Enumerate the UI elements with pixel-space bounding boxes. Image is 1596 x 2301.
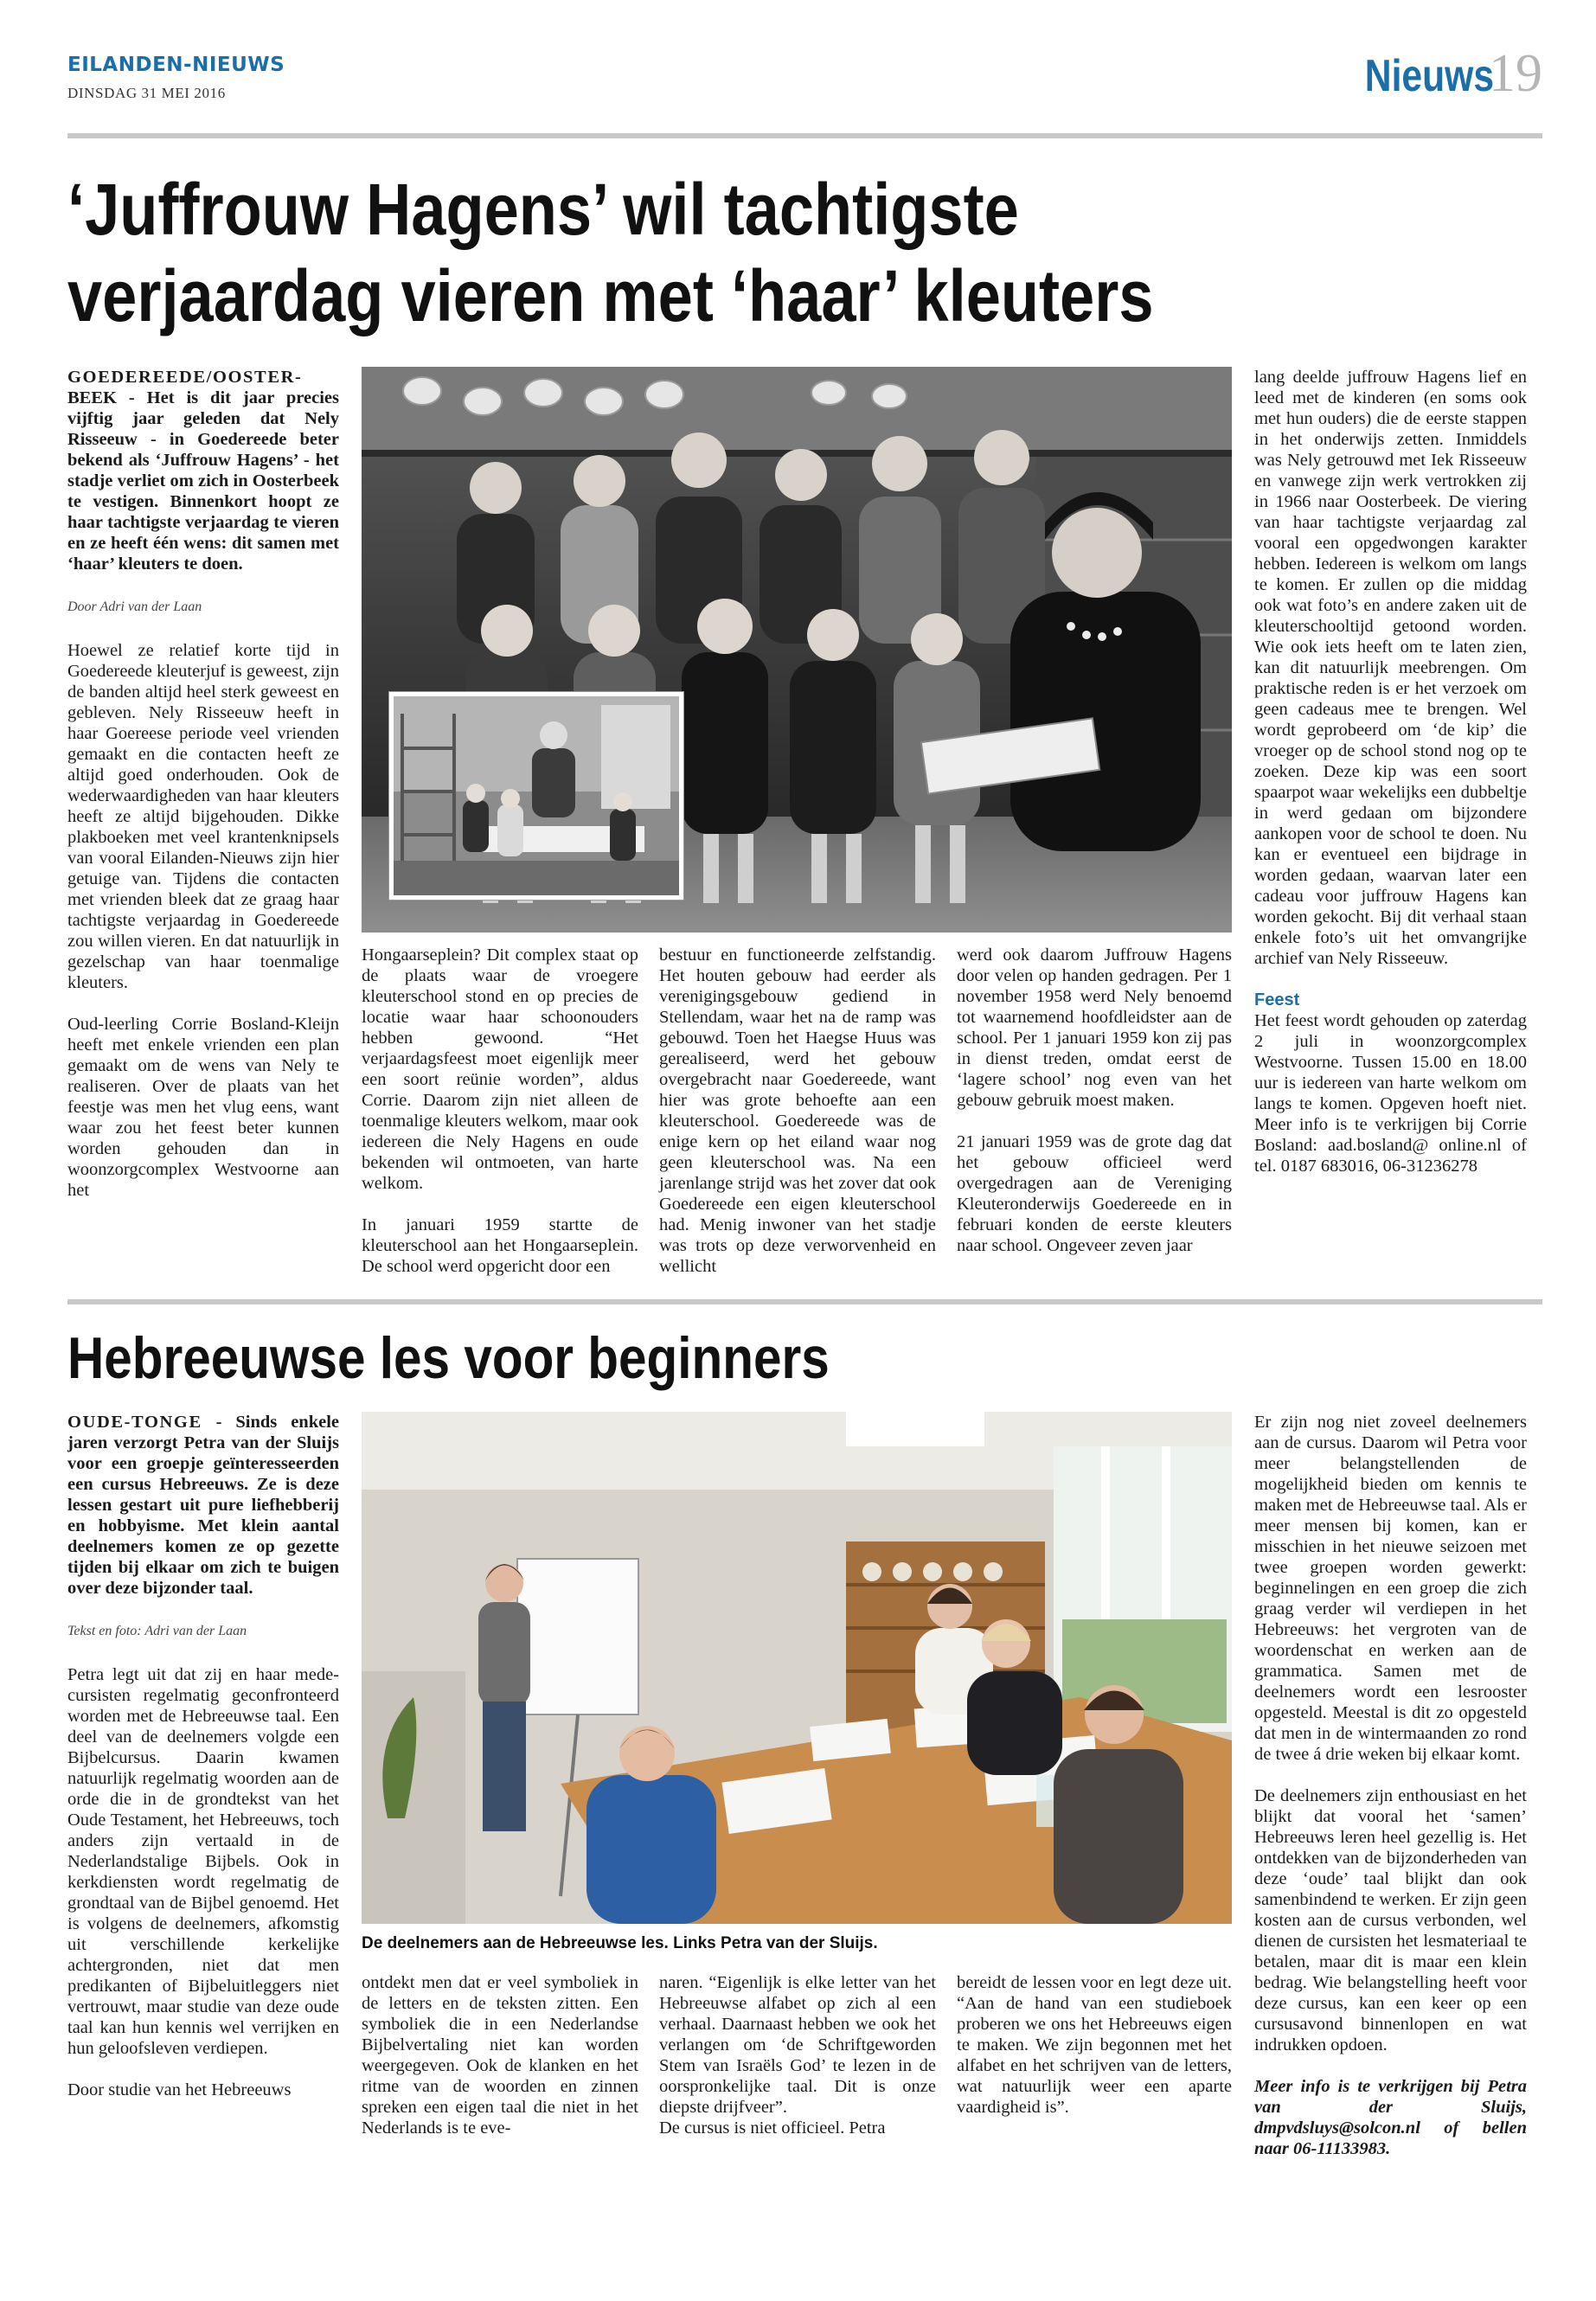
article1-paragraph: Oud-leerling Corrie Bosland-Kleijn heeft met enkele vrienden een plan gemaakt om de wens van Nely te realiseren. Over de plaats van het feestje was men het vlug eens, want waar zou het feest beter kunnen worden gehouden dan in woonzorgcomplex Westvoorne aan het — [67, 1015, 339, 1200]
article1-paragraph: Hongaarseplein? Dit complex staat op de plaats waar de vroegere kleuterschool stond en op precies de locatie waar haar schoonouders hebben gewoond. “Het verjaardagsfeest moet eigenlijk meer een soort reünie worden”, aldus Corrie. Daarom zijn niet alleen de toenmalige kleuters welkom, maar ook iedereen die Nely Hagens en oude bekenden wil ontmoeten, van harte welkom. — [362, 945, 638, 1193]
article1-paragraph: lang deelde juffrouw Hagens lief en leed met de kinderen (en soms ook met hun ouders) die de eerste stappen in het onderwijs zetten. Inmiddels was Nely getrouwd met Iek Risseeuw en vanwege zijn werk vertrokken zij in 1966 naar Oosterbeek. De viering van haar tachtigste verjaardag zal vooral een opgedwongen karakter hebben. Iedereen is welkom om langs te komen. Er zullen op die middag ook wat foto’s en andere zaken uit de kleuterschooltijd getoond worden. Wie ook iets heeft om te laten zien, kan dit natuurlijk meebrengen. Om praktische reden is er het verzoek om geen cadeaus mee te brengen. Wel wordt geprobeerd om ‘de kip’ die vroeger op de school stond nog op te zoeken. Deze kip was een soort spaarpot waar wekelijks een dubbeltje in werd gedaan om bijzondere aankopen voor de school te doen. Nu kan er eventueel een bijdrage in worden gedaan, waarvan later een cadeau voor juffrouw Hagens kan worden gekocht. Bij dit verhaal staan enkele foto’s uit het omvangrijke archief van Nely Risseeuw. — [1254, 368, 1527, 968]
article2-paragraph: De deelnemers zijn enthousiast en het blijkt dat vooral het ‘samen’ Hebreeuws leren heel gezellig is. Het ontdekken van de bijzonderheden van deze ‘oude’ taal blijkt dan ook samenbindend te werken. Er zijn geen kosten aan de cursus verbonden, wel dienen de cursisten het lesmateriaal te betalen, maar dit is maar een klein bedrag. Wie belangstelling heeft voor deze cursus, kan een keer op een cursusavond binnenlopen en wat indrukken opdoen. — [1254, 1786, 1527, 2054]
article2-byline: Tekst en foto: Adri van der Laan — [67, 1624, 247, 1638]
article2-column-4 — [957, 1972, 1232, 2118]
article1-paragraph: werd ook daarom Juffrouw Hagens door velen op handen gedragen. Per 1 november 1958 werd Nely benoemd tot waarnemend hoofdleidster aan de school. Per 1 januari 1959 kon zij pas in dienst treden, omdat eerst de ‘lagere school’ nog even van het gebouw gebruik moest maken. — [957, 945, 1232, 1110]
article2-paragraph: ontdekt men dat er veel symboliek in de letters en de teksten zitten. Een symboliek die in een Nederlandse Bijbelvertaling niet kan worden weergegeven. Ook de klanken en het ritme van de woorden en zinnen spreken een eigen taal die niet in het Nederlands is te eve- — [362, 1973, 638, 2138]
article1-column-5 — [1254, 367, 1527, 1176]
article1-lead-place: GOEDEREEDE/OOSTER- — [67, 368, 303, 387]
article1-column-4 — [957, 945, 1232, 1256]
photo-caption: De deelnemers aan de Hebreeuwse les. Links Petra van der Sluijs. — [362, 1934, 878, 1952]
section-divider — [67, 1299, 1542, 1304]
article2-headline: Hebreeuwse les voor beginners — [67, 1325, 830, 1391]
top-rule — [67, 133, 1542, 138]
article1-column-2 — [362, 945, 638, 1277]
article1-headline-line2: verjaardag vieren met ‘haar’ kleuters — [67, 255, 1154, 336]
article1-lead-text: BEEK - Het is dit jaar precies vijftig jaar geleden dat Nely Risseeuw - in Goedereede beter bekend als ‘Juffrouw Hagens’ - het stadje verliet om zich in Oosterbeek te vestigen. Binnenkort hoopt ze haar tachtigste verjaardag te vieren en ze heeft één wens: dit samen met ‘haar’ kleuters te doen. — [67, 388, 339, 574]
section-title: Nieuws — [1364, 51, 1494, 101]
article2-lead-place: OUDE-TONGE — [67, 1413, 202, 1432]
article1-paragraph: In januari 1959 startte de kleuterschool aan het Hongaarseplein. De school werd opgericht door een — [362, 1215, 638, 1276]
article1-lead — [67, 367, 339, 574]
article2-lead-text: - Sinds enkele jaren verzorgt Petra van der Sluijs voor een groepje geïnteresseerden een cursus Hebreeuws. Ze is deze lessen gestart uit pure liefhebberij en hobbyisme. Met klein aantal deelnemers komen ze op gezette tijden bij elkaar om zich te buigen over deze bijzonder taal. — [67, 1413, 339, 1598]
article2-paragraph: bereidt de lessen voor en legt deze uit. “Aan de hand van een studieboek proberen we ons het Hebreeuws eigen te maken. We zijn begonnen met het alfabet en het schrijven van de letters, wat natuurlijk weer een aparte vaardigheid is”. — [957, 1973, 1232, 2117]
inset-classroom-image — [394, 696, 679, 895]
article1-byline: Door Adri van der Laan — [67, 599, 202, 614]
article1-paragraph: Hoewel ze relatief korte tijd in Goedereede kleuterjuf is geweest, zijn de banden altijd heel sterk geweest en gebleven. Nely Risseeuw heeft in haar Goereese periode veel vrienden gemaakt en die contacten heeft ze altijd goed onderhouden. Ook de wederwaardigheden van haar kleuters heeft ze altijd bijgehouden. Dikke plakboeken met veel krantenknipsels van vooral Eilanden-Nieuws zijn hier getuige van. Tijdens die contacten met vrienden bleek dat ze graag haar tachtigste verjaardag in Goedereede zou willen vieren. En dat natuurlijk in gezelschap van haar toenmalige kleuters. — [67, 641, 339, 992]
article2-column-5 — [1254, 1412, 1527, 2159]
article1-headline — [67, 166, 1154, 339]
article2-column-2 — [362, 1972, 638, 2138]
issue-date: DINSDAG 31 MEI 2016 — [67, 85, 226, 101]
inset-classroom-photo — [389, 692, 683, 900]
article2-column-1 — [67, 1412, 339, 2100]
article2-paragraph: Door studie van het Hebreeuws — [67, 2080, 292, 2099]
article2-paragraph: Petra legt uit dat zij en haar mede-cursisten regelmatig geconfronteerd worden met de Hebreeuwse taal. Een deel van de deelnemers volgde een Bijbelcursus. Daarin kwamen natuurlijk regelmatig woorden aan de orde die in de grondtekst van het Oude Testament, het Hebreeuws, toch anders zijn vertaald in de Nederlandstalige Bijbels. Ook in kerkdiensten wordt regelmatig de grondtaal van de Bijbel genoemd. Het is volgens de deelnemers, afkomstig uit verschillende kerkelijke achtergronden, niet dat men predikanten of Bijbeluitleggers niet vertrouwt, maar studie van deze oude taal kan hun kennis wel verrijken en hun geloofsleven verdiepen. — [67, 1665, 339, 2058]
article1-paragraph: Het feest wordt gehouden op zaterdag 2 juli in woonzorgcomplex Westvoorne. Tussen 15.00 en 18.00 uur is iedereen van harte welkom om langs te komen. Opgeven hoeft niet. Meer info is te verkrijgen bij Corrie Bosland: aad.bosland@ online.nl of tel. 0187 683016, 06-31236278 — [1254, 1011, 1527, 1176]
article1-headline-line1: ‘Juffrouw Hagens’ wil tachtigste — [67, 169, 1019, 250]
article2-paragraph: Er zijn nog niet zoveel deelnemers aan de cursus. Daarom wil Petra voor meer belangstellenden de mogelijkheid bieden om kennis te maken met de Hebreeuwse taal. Als er meer mensen bij komen, kan er misschien in het nieuwe seizoen met twee groepen worden gewerkt: beginnelingen en een groep die zich graag verder wil verdiepen in het Hebreeuws: het vergroten van de woordenschat en werken aan de grammatica. Samen met de deelnemers wordt een lesrooster opgesteld. Meestal is dit zo opgesteld dat men in de wintermaanden zo rond de twee á drie weken bij elkaar komt. — [1254, 1413, 1527, 1764]
article1-column-3 — [659, 945, 936, 1277]
hebrew-class-photo — [362, 1412, 1232, 1924]
article1-paragraph: bestuur en functioneerde zelfstandig. Het houten gebouw had eerder als verenigingsgebouw gediend in Stellendam, waar het na de ramp was gebouwd. Toen het Haegse Huus was gerealiseerd, werd het gebouw overgebracht naar Goedereede, want hier was grote behoefte aan een kleuterschool. Goedereede was de enige kern op het eiland waar nog geen kleuterschool was. Na een jarenlange strijd was het zover dat ook Goedereede een eigen kleuterschool had. Menig inwoner van het stadje was trots op deze verworvenheid en wellicht — [659, 945, 936, 1276]
article2-lead — [67, 1412, 339, 1599]
page-number: 19 — [1489, 44, 1542, 103]
article2-paragraph: naren. “Eigenlijk is elke letter van het Hebreeuwse alfabet op zich al een verhaal. Daarnaast hebben we ook het verlangen om ‘de Schriftgeworden Stem van Israëls God’ te lezen in de oorspronkelijke taal. Dit is onze diepste drijfveer”. — [659, 1973, 936, 2117]
newspaper-logo: EILANDEN-NIEUWS — [67, 54, 285, 76]
article1-column-1 — [67, 367, 339, 1201]
article2-paragraph: De cursus is niet officieel. Petra — [659, 2118, 886, 2138]
article2-contact-info: Meer info is te verkrijgen bij Petra van der Sluijs, dmpvdsluys@solcon.nl of bellen naar 06-11133983. — [1254, 2077, 1527, 2158]
hebrew-class-image — [362, 1412, 1232, 1924]
article1-subhead: Feest — [1254, 990, 1300, 1009]
article1-paragraph: 21 januari 1959 was de grote dag dat het gebouw officieel werd overgedragen aan de Vereniging Kleuteronderwijs Goedereede en in februari konden de eerste kleuters naar school. Ongeveer zeven jaar — [957, 1132, 1232, 1255]
article2-column-3 — [659, 1972, 936, 2138]
